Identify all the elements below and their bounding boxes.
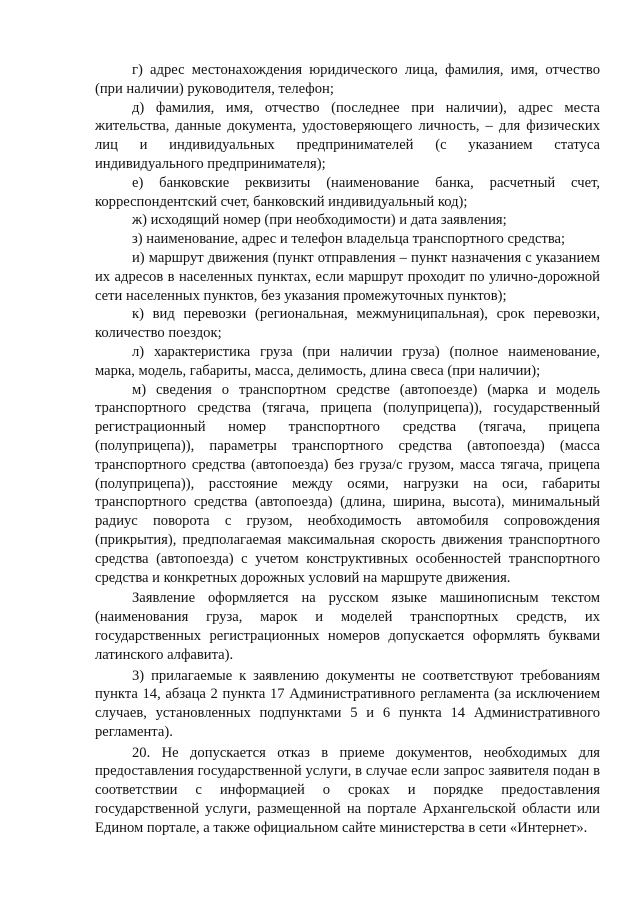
paragraph-item-d: д) фамилия, имя, отчество (последнее при наличии), адрес места жительства, данные документа, удостоверяющего личность, – для физических лиц и индивидуальных предпринимателей (с указанием статуса индивидуального предпринимателя); [95, 99, 600, 172]
paragraph-item-k: к) вид перевозки (региональная, межмуниципальная), срок перевозки, количество поездок; [95, 306, 600, 342]
paragraph-item-i: и) маршрут движения (пункт отправления – пункт назначения с указанием их адресов в населенных пунктах, если маршрут проходит по улично-дорожной сети населенных пунктов, без указания промежуточных пунктов); [95, 249, 600, 304]
document-page [95, 61, 600, 838]
paragraph-item-m: м) сведения о транспортном средстве (автопоезде) (марка и модель транспортного средства (тягача, прицепа (полуприцепа)), государственный регистрационный номер транспортного средства (тягача, прицепа (полуприцепа)), параметры транспортного средства (автопоезда) (масса транспортного средства (автопоезда) без груза/с грузом, масса тягача, прицепа (полуприцепа)), расстояние между осями, нагрузки на оси, габариты транспортного средства (автопоезда) (длина, ширина, высота), минимальный радиус поворота с грузом, необходимость автомобиля сопровождения (прикрытия), предполагаемая максимальная скорость движения транспортного средства (автопоезда) с учетом конструктивных особенностей транспортного средства и конкретных дорожных условий на маршруте движения. [95, 381, 600, 586]
paragraph-item-g: г) адрес местонахождения юридического лица, фамилия, имя, отчество (при наличии) руководителя, телефон; [95, 62, 600, 97]
paragraph-item-zh: ж) исходящий номер (при необходимости) и дата заявления; [132, 212, 507, 229]
paragraph-item-e: е) банковские реквизиты (наименование банка, расчетный счет, корреспондентский счет, банковский индивидуальный код); [95, 174, 600, 210]
paragraph-item-z: з) наименование, адрес и телефон владельца транспортного средства; [132, 231, 566, 248]
paragraph-item-l: л) характеристика груза (при наличии груза) (полное наименование, марка, модель, габариты, масса, делимость, длина свеса (при наличии); [95, 343, 600, 379]
paragraph-section-20: 20. Не допускается отказ в приеме документов, необходимых для предоставления государственной услуги, в случае если запрос заявителя подан в соответствии с информацией о сроках и порядке предоставления государственной услуги, размещенной на портале Архангельской области или Едином портале, а также официальном сайте министерства в сети «Интернет». [95, 744, 600, 836]
paragraph-item-3: 3) прилагаемые к заявлению документы не соответствуют требованиям пункта 14, абзаца 2 пункта 17 Административного регламента (за исключением случаев, установленных подпунктами 5 и 6 пункта 14 Административного регламента). [95, 667, 600, 740]
paragraph-application-format: Заявление оформляется на русском языке машинописным текстом (наименования груза, марок и моделей транспортных средств, их государственных регистрационных номеров допускается оформлять буквами латинского алфавита). [95, 590, 600, 663]
